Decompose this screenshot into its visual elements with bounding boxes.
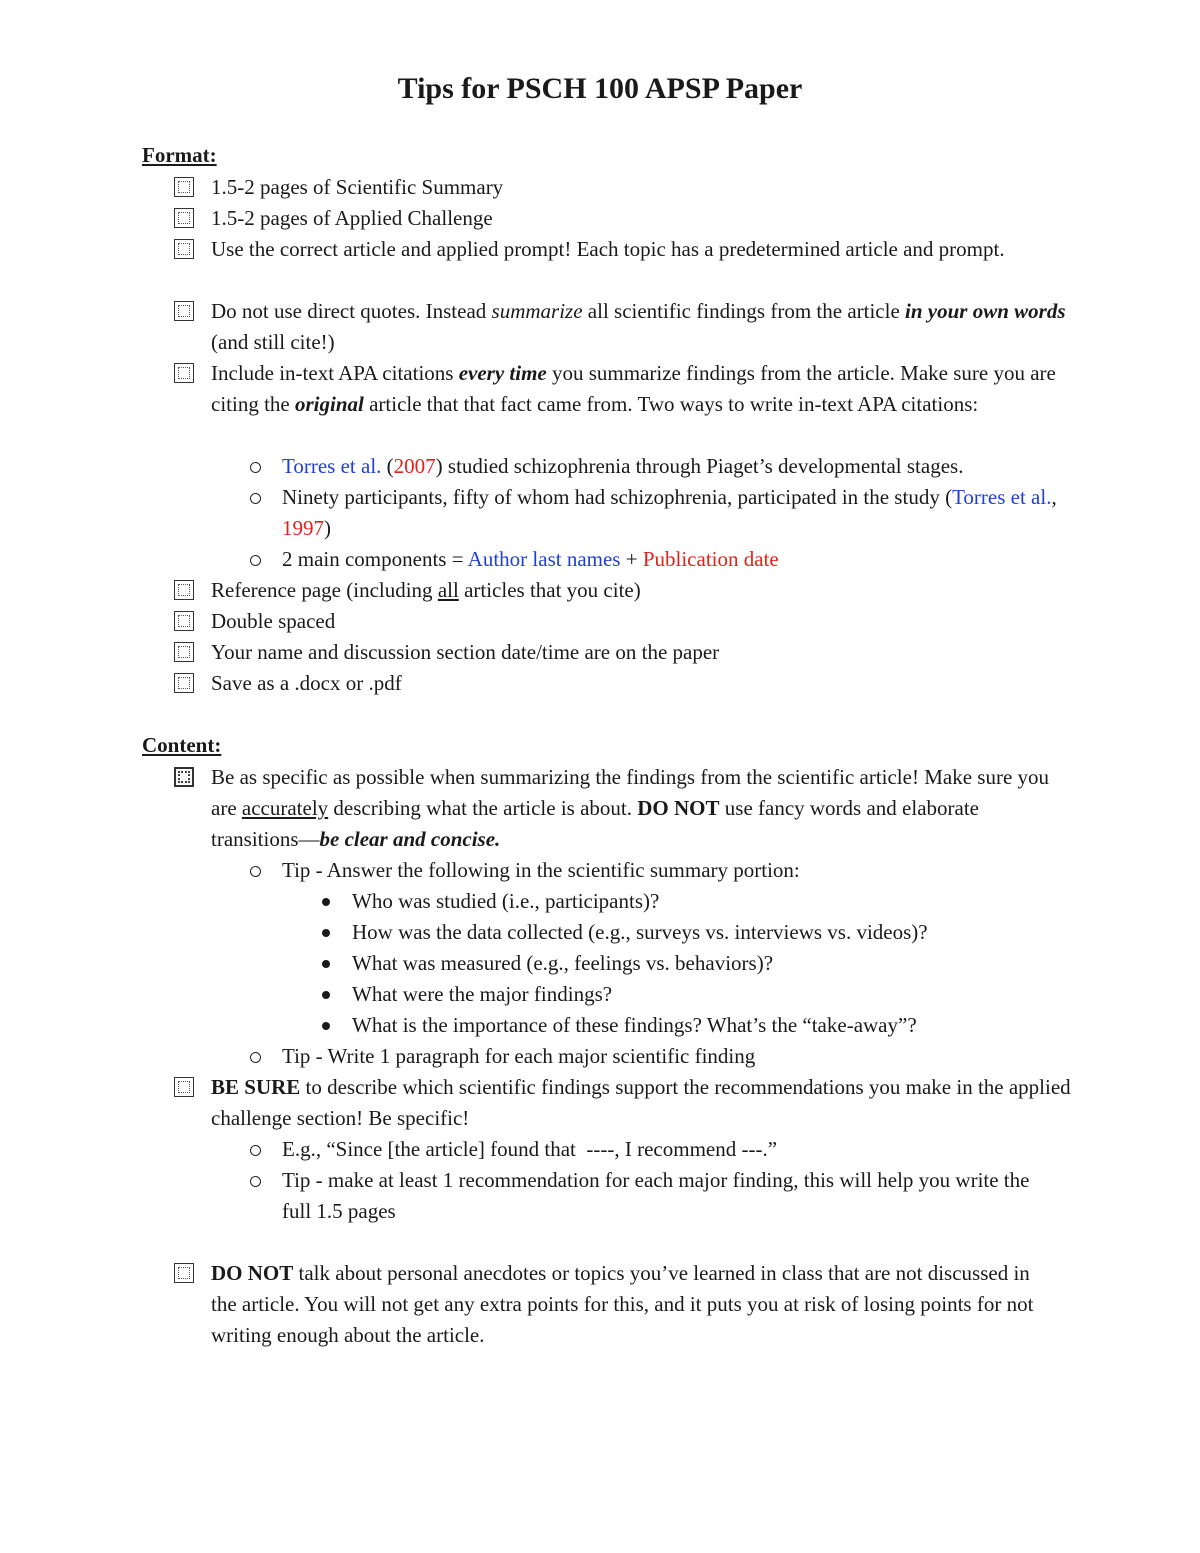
filled-bullet-icon: [322, 929, 330, 937]
checkbox-icon[interactable]: [174, 673, 194, 693]
item-text: Reference page (including all articles that you cite): [211, 578, 641, 602]
bullet-text: What were the major findings?: [352, 982, 613, 1006]
example-text: E.g., “Since [the article] found that ----, I recommend ---.”: [282, 1137, 778, 1161]
checkbox-icon[interactable]: [174, 580, 194, 600]
bullet-text: What is the importance of these findings? What’s the “take-away”?: [352, 1013, 917, 1037]
checkbox-icon[interactable]: [174, 239, 194, 259]
bullet-text: How was the data collected (e.g., surveys vs. interviews vs. videos)?: [352, 920, 928, 944]
hollow-bullet-icon: [250, 1145, 261, 1156]
item-text: Save as a .docx or .pdf: [211, 671, 402, 695]
hollow-bullet-icon: [250, 866, 261, 877]
bullet-text: What was measured (e.g., feelings vs. behaviors)?: [352, 951, 774, 975]
item-text: DO NOT talk about personal anecdotes or topics you’ve learned in class that are not discussed in the article. You will not get any extra points for this, and it puts you at risk of losing points for not writing enough about the article.: [211, 1261, 1034, 1347]
checkbox-icon[interactable]: [174, 767, 194, 787]
filled-bullet-icon: [322, 991, 330, 999]
hollow-bullet-icon: [250, 462, 261, 473]
filled-bullet-icon: [322, 1022, 330, 1030]
item-text: Double spaced: [211, 609, 336, 633]
checkbox-icon[interactable]: [174, 1077, 194, 1097]
page-title: Tips for PSCH 100 APSP Paper: [397, 72, 803, 105]
filled-bullet-icon: [322, 960, 330, 968]
item-text: BE SURE to describe which scientific findings support the recommendations you make in the applied challenge section! Be specific!: [211, 1075, 1071, 1130]
format-heading: Format:: [142, 143, 217, 167]
content-heading: Content:: [142, 733, 222, 757]
tip-text: Tip - make at least 1 recommendation for each major finding, this will help you write the full 1.5 pages: [282, 1168, 1030, 1223]
checkbox-icon[interactable]: [174, 611, 194, 631]
hollow-bullet-icon: [250, 1176, 261, 1187]
item-text: 1.5-2 pages of Applied Challenge: [211, 206, 493, 230]
hollow-bullet-icon: [250, 1052, 261, 1063]
checkbox-icon[interactable]: [174, 301, 194, 321]
checkbox-icon[interactable]: [174, 208, 194, 228]
checkbox-icon[interactable]: [174, 177, 194, 197]
tip-text: Tip - Write 1 paragraph for each major scientific finding: [282, 1044, 756, 1068]
bullet-text: Who was studied (i.e., participants)?: [352, 889, 660, 913]
citation-text: Ninety participants, fifty of whom had schizophrenia, participated in the study (Torres et al., 1997): [282, 485, 1057, 540]
citation-text: Torres et al. (2007) studied schizophrenia through Piaget’s developmental stages.: [282, 454, 964, 478]
item-text: Your name and discussion section date/time are on the paper: [211, 640, 720, 664]
checkbox-icon[interactable]: [174, 363, 194, 383]
item-text: Be as specific as possible when summarizing the findings from the scientific article! Make sure you are accurately describing what the article is about. DO NOT use fancy words and elaborate transitions—be clear and concise.: [211, 765, 1050, 851]
tip-text: Tip - Answer the following in the scientific summary portion:: [282, 858, 800, 882]
checkbox-icon[interactable]: [174, 642, 194, 662]
checkbox-icon[interactable]: [174, 1263, 194, 1283]
item-text: 1.5-2 pages of Scientific Summary: [211, 175, 504, 199]
item-text: Include in-text APA citations every time you summarize findings from the article. Make sure you are citing the original article that that fact came from. Two ways to write in-text APA citations:: [211, 361, 1056, 416]
hollow-bullet-icon: [250, 555, 261, 566]
item-text: Use the correct article and applied prompt! Each topic has a predetermined article and prompt.: [211, 237, 1005, 261]
filled-bullet-icon: [322, 898, 330, 906]
citation-text: 2 main components = Author last names + Publication date: [282, 547, 779, 571]
item-text: Do not use direct quotes. Instead summarize all scientific findings from the article in your own words (and still cite!): [211, 299, 1066, 354]
hollow-bullet-icon: [250, 493, 261, 504]
